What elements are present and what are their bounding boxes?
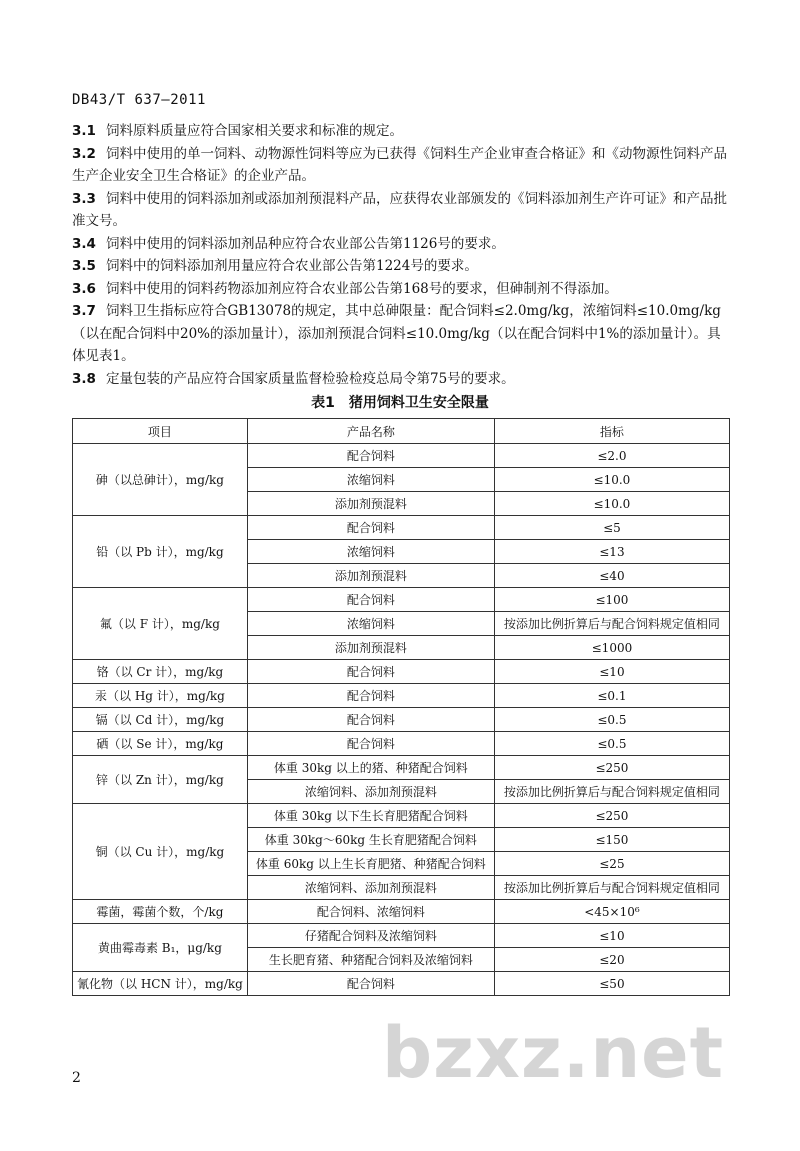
product-cell: 体重 30kg～60kg 生长育肥猪配合饲料 [247, 828, 494, 852]
clause-number: 3.8 [72, 370, 96, 387]
limit-cell: ≤5 [494, 516, 729, 540]
limit-cell: ≤10 [494, 660, 729, 684]
clause-text: 饲料原料质量应符合国家相关要求和标准的规定。 [106, 123, 403, 139]
item-cell: 黄曲霉毒素 B₁，μg/kg [73, 924, 248, 972]
clause-text: 定量包装的产品应符合国家质量监督检验检疫总局令第75号的要求。 [106, 370, 515, 387]
limit-cell: ≤40 [494, 564, 729, 588]
clause-number: 3.4 [72, 235, 96, 252]
clause-text: 饲料中使用的饲料药物添加剂应符合农业部公告第168号的要求，但砷制剂不得添加。 [106, 280, 618, 297]
product-cell: 仔猪配合饲料及浓缩饲料 [247, 924, 494, 948]
table-row [73, 972, 730, 996]
product-cell: 配合饲料 [247, 660, 494, 684]
limit-cell: ≤25 [494, 852, 729, 876]
limit-cell: ≤10.0 [494, 492, 729, 516]
table-row [73, 804, 730, 828]
limit-cell: ≤50 [494, 972, 729, 996]
limit-cell: ≤2.0 [494, 444, 729, 468]
clause-text: 饲料中使用的饲料添加剂或添加剂预混料产品，应获得农业部颁发的《饲料添加剂生产许可证》和产品批准文号。 [72, 190, 727, 229]
product-cell: 添加剂预混料 [247, 564, 494, 588]
limit-cell: ≤10 [494, 924, 729, 948]
product-cell: 浓缩饲料、添加剂预混料 [247, 876, 494, 900]
clause-3-6 [72, 278, 732, 301]
document-code-header: DB43/T 637—2011 [72, 92, 206, 108]
clause-3-2 [72, 143, 732, 188]
limit-cell: ≤0.5 [494, 708, 729, 732]
item-cell: 氰化物（以 HCN 计），mg/kg [73, 972, 248, 996]
limit-cell: ≤250 [494, 804, 729, 828]
product-cell: 配合饲料 [247, 708, 494, 732]
product-cell: 配合饲料 [247, 972, 494, 996]
table-row [73, 924, 730, 948]
clause-text: 饲料中使用的饲料添加剂品种应符合农业部公告第1126号的要求。 [106, 235, 505, 252]
clause-3-1 [72, 120, 732, 143]
table-header-row [73, 419, 730, 444]
product-cell: 配合饲料 [247, 516, 494, 540]
product-cell: 配合饲料、浓缩饲料 [247, 900, 494, 924]
header-product: 产品名称 [247, 419, 494, 444]
clause-3-4 [72, 233, 732, 256]
clause-text: 饲料卫生指标应符合GB13078的规定，其中总砷限量：配合饲料≤2.0mg/kg，浓缩饲料≤10.0mg/kg（以在配合饲料中20%的添加量计），添加剂预混合饲料≤10.0mg/kg（以在配合饲料中1%的添加量计）。具体见表1。 [72, 303, 721, 364]
item-cell: 锌（以 Zn 计），mg/kg [73, 756, 248, 804]
clause-number: 3.5 [72, 258, 96, 274]
clause-number: 3.1 [72, 123, 96, 139]
table-row [73, 444, 730, 468]
table-row [73, 708, 730, 732]
clause-text: 饲料中的饲料添加剂用量应符合农业部公告第1224号的要求。 [106, 258, 478, 274]
item-cell: 镉（以 Cd 计），mg/kg [73, 708, 248, 732]
product-cell: 体重 30kg 以下生长育肥猪配合饲料 [247, 804, 494, 828]
table-title: 表1 猪用饲料卫生安全限量 [311, 395, 489, 411]
product-cell: 体重 60kg 以上生长育肥猪、种猪配合饲料 [247, 852, 494, 876]
header-indicator: 指标 [494, 419, 729, 444]
product-cell: 生长肥育猪、种猪配合饲料及浓缩饲料 [247, 948, 494, 972]
table-row [73, 756, 730, 780]
limit-cell: 按添加比例折算后与配合饲料规定值相同 [494, 612, 729, 636]
product-cell: 配合饲料 [247, 444, 494, 468]
item-cell: 氟（以 F 计），mg/kg [73, 588, 248, 660]
limit-cell: <45×10⁶ [494, 900, 729, 924]
clause-number: 3.6 [72, 280, 96, 297]
product-cell: 体重 30kg 以上的猪、种猪配合饲料 [247, 756, 494, 780]
clause-number: 3.2 [72, 145, 96, 162]
item-cell: 铅（以 Pb 计），mg/kg [73, 516, 248, 588]
watermark-logo: bzxz.net [382, 1012, 725, 1094]
limit-cell: ≤10.0 [494, 468, 729, 492]
product-cell: 浓缩饲料 [247, 612, 494, 636]
table-row [73, 660, 730, 684]
clause-number: 3.7 [72, 303, 96, 319]
clause-3-8 [72, 368, 732, 391]
header-item: 项目 [73, 419, 248, 444]
product-cell: 配合饲料 [247, 732, 494, 756]
table-row [73, 516, 730, 540]
clause-list [72, 120, 732, 390]
clause-3-5 [72, 255, 732, 278]
limit-cell: ≤20 [494, 948, 729, 972]
product-cell: 配合饲料 [247, 684, 494, 708]
clause-3-3 [72, 188, 732, 233]
item-cell: 霉菌，霉菌个数，个/kg [73, 900, 248, 924]
limit-cell: ≤150 [494, 828, 729, 852]
product-cell: 配合饲料 [247, 588, 494, 612]
table-row [73, 900, 730, 924]
item-cell: 汞（以 Hg 计），mg/kg [73, 684, 248, 708]
item-cell: 铬（以 Cr 计），mg/kg [73, 660, 248, 684]
hygiene-limits-table [72, 418, 730, 996]
limit-cell: ≤13 [494, 540, 729, 564]
limit-cell: ≤1000 [494, 636, 729, 660]
limit-cell: 按添加比例折算后与配合饲料规定值相同 [494, 876, 729, 900]
table-row [73, 684, 730, 708]
limit-cell: ≤100 [494, 588, 729, 612]
clause-3-7 [72, 300, 732, 368]
product-cell: 浓缩饲料 [247, 468, 494, 492]
limit-cell: ≤0.1 [494, 684, 729, 708]
item-cell: 砷（以总砷计），mg/kg [73, 444, 248, 516]
limit-cell: ≤0.5 [494, 732, 729, 756]
limit-cell: ≤250 [494, 756, 729, 780]
table-row [73, 588, 730, 612]
item-cell: 硒（以 Se 计），mg/kg [73, 732, 248, 756]
limit-cell: 按添加比例折算后与配合饲料规定值相同 [494, 780, 729, 804]
product-cell: 添加剂预混料 [247, 636, 494, 660]
item-cell: 铜（以 Cu 计），mg/kg [73, 804, 248, 900]
clause-number: 3.3 [72, 190, 96, 207]
clause-text: 饲料中使用的单一饲料、动物源性饲料等应为已获得《饲料生产企业审查合格证》和《动物源性饲料产品生产企业安全卫生合格证》的企业产品。 [72, 145, 727, 184]
product-cell: 浓缩饲料、添加剂预混料 [247, 780, 494, 804]
product-cell: 添加剂预混料 [247, 492, 494, 516]
product-cell: 浓缩饲料 [247, 540, 494, 564]
page-number: 2 [72, 1070, 81, 1086]
table-row [73, 732, 730, 756]
